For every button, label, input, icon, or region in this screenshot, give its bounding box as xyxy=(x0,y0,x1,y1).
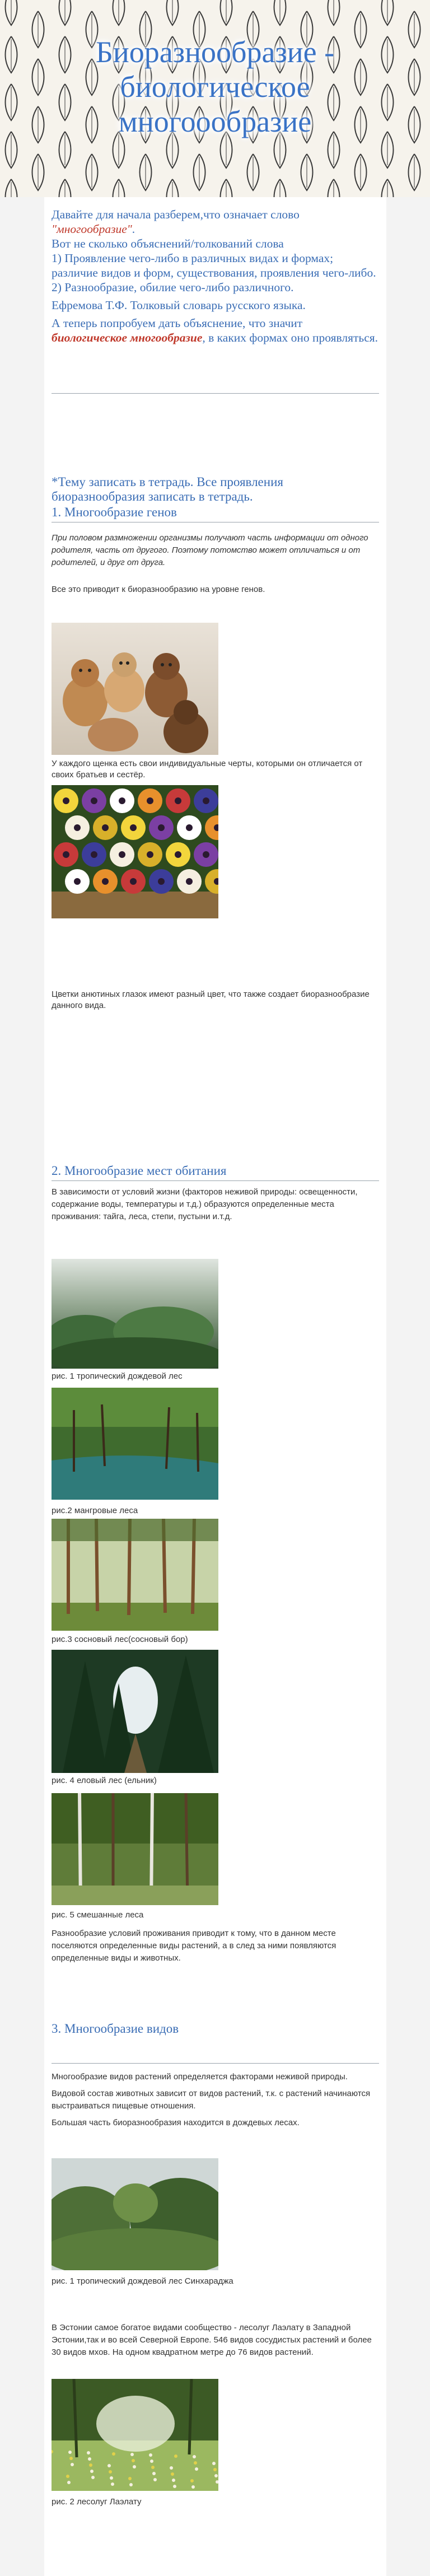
meadow-flower xyxy=(150,2460,153,2463)
meadow-flower xyxy=(91,2476,95,2479)
pansy-center xyxy=(203,797,209,804)
term-biodiversity: биологическое многообразие xyxy=(52,331,203,344)
meadow-flower xyxy=(69,2457,73,2460)
habitats-text: В зависимости от условий жизни (факторов неживой природы: освещенности, содержание воды, температуры и т.д.) образуются определенные места проживания: тайга, леса, степи, пустыни и.т.д. xyxy=(52,1187,358,1221)
pansy-center xyxy=(147,797,153,804)
meadow-flower xyxy=(129,2483,133,2486)
meadow-flower xyxy=(195,2467,198,2471)
meadow-flower xyxy=(214,2474,218,2477)
meadow-flower xyxy=(108,2464,111,2467)
explain-paragraph: А теперь попробуем дать объяснение, что значит биологическое многообразие, в каких формах оно проявляться. xyxy=(52,316,378,344)
puppies-caption: У каждого щенка есть свои индивидуальные черты, которыми он отличается от своих братьев и сестёр. xyxy=(52,759,363,780)
species-caption-1: рис. 1 тропический дождевой лес Синхараджа xyxy=(52,2276,233,2286)
header-banner xyxy=(0,0,430,197)
pansy-center xyxy=(119,797,125,804)
meadow-flower xyxy=(149,2453,152,2457)
pansy-center xyxy=(175,851,181,858)
species-text xyxy=(52,2071,379,2129)
pansy-center xyxy=(147,851,153,858)
meadow-flower xyxy=(212,2462,216,2465)
meadow-flower xyxy=(67,2481,71,2484)
habitat-caption-1: рис. 1 тропический дождевой лес xyxy=(52,1371,183,1381)
pansies-photo xyxy=(52,785,218,918)
section-genes-title: 1. Многообразие генов xyxy=(52,505,177,519)
pansy-center xyxy=(130,878,137,885)
meadow-flower xyxy=(194,2461,197,2465)
section-habitats-title: 2. Многообразие мест обитания xyxy=(52,1164,227,1178)
species-caption-2: рис. 2 лесолуг Лаэлату xyxy=(52,2497,142,2507)
pansy-center xyxy=(186,878,193,885)
pansy-center xyxy=(63,797,69,804)
genes-result-text: Все это приводит к биоразнообразию на уровне генов. xyxy=(52,585,265,594)
meadow-flower xyxy=(173,2485,176,2488)
meadow-flower xyxy=(130,2453,134,2456)
meadow-flower xyxy=(66,2475,69,2478)
pansy-center xyxy=(130,824,137,831)
mixed-forest-photo xyxy=(52,1793,218,1905)
title-line: многоообразие xyxy=(118,105,312,138)
pansy-center xyxy=(119,851,125,858)
meadow-flower xyxy=(71,2463,74,2466)
meadow-flower xyxy=(87,2451,90,2454)
title-line: Биоразнообразие - xyxy=(95,35,335,69)
meadow-flower xyxy=(172,2479,175,2482)
species-p3: Большая часть биоразнообразия находится в дождевых лесах. xyxy=(52,2118,300,2127)
title-line: биологическое xyxy=(120,70,310,104)
pansy-center xyxy=(158,878,165,885)
meadow-flower xyxy=(133,2465,136,2468)
meadow-flower xyxy=(111,2482,114,2486)
intro-line-1: Давайте для начала разберем,что означает слово "многообразие". xyxy=(52,208,300,236)
pansy-center xyxy=(203,851,209,858)
pansy-center xyxy=(63,851,69,858)
mangrove-photo xyxy=(52,1388,218,1500)
divider xyxy=(52,1180,379,1181)
pine-forest-photo xyxy=(52,1519,218,1631)
meadow-flower xyxy=(132,2459,135,2462)
pansy-center xyxy=(158,824,165,831)
pansy-center xyxy=(91,851,97,858)
spruce-forest-photo xyxy=(52,1650,218,1773)
meadow-flower xyxy=(88,2457,91,2461)
species-p4: В Эстонии самое богатое видами сообщество - лесолуг Лаэлату в Западной Эстонии,так и во всей Северной Европе. 546 видов сосудистых растений и более 30 видов мхов. На одном квадратном метре до 76 видов растений. xyxy=(52,2323,372,2357)
meadow-flower xyxy=(89,2463,92,2467)
intro-line-2: Вот не сколько объяснений/толкований слова xyxy=(52,237,284,250)
habitat-caption-2: рис.2 мангровые леса xyxy=(52,1506,138,1515)
highlighted-word: "многообразие" xyxy=(52,222,132,236)
dictionary-source: Ефремова Т.Ф. Толковый словарь русского языка. xyxy=(52,298,306,312)
meadow-flower xyxy=(174,2454,177,2458)
genes-italic-text: При половом размножении организмы получают часть информации от одного родителя, часть от другого. Поэтому потомство может отличаться и от родителей, и друг от друга. xyxy=(52,533,368,567)
meadow-flower xyxy=(153,2478,157,2481)
divider xyxy=(52,2063,379,2064)
meadow-flower xyxy=(152,2472,156,2475)
habitats-summary: Разнообразие условий проживания приводит к тому, что в данном месте поселяются определенные виды растений, а в след за ними появляются определенные виды и животных. xyxy=(52,1929,336,1963)
puppies-photo xyxy=(52,623,218,755)
meadow-flower xyxy=(213,2468,217,2471)
meadow-flower xyxy=(170,2466,173,2470)
pansy-center xyxy=(74,878,81,885)
meadow-flower xyxy=(109,2470,112,2474)
meadow-flower xyxy=(171,2472,174,2476)
habitat-caption-5: рис. 5 смешанные леса xyxy=(52,1910,144,1920)
meadow-flower xyxy=(191,2485,195,2489)
pansy-center xyxy=(91,797,97,804)
content-card xyxy=(44,197,386,2576)
meadow-flower xyxy=(190,2479,194,2482)
species-p1: Многообразие видов растений определяется факторами неживой природы. xyxy=(52,2072,348,2082)
pansies-caption: Цветки анютиных глазок имеют разный цвет, что также создает биоразнообразие данного вида. xyxy=(52,990,370,1010)
meadow-flower xyxy=(90,2470,94,2473)
pansy-center xyxy=(186,824,193,831)
pansy-center xyxy=(74,824,81,831)
habitat-caption-3: рис.3 сосновый лес(сосновый бор) xyxy=(52,1635,188,1644)
page-title xyxy=(0,35,430,139)
pansy-center xyxy=(102,878,109,885)
meadow-flower xyxy=(193,2455,196,2458)
task-note: *Тему записать в тетрадь. Все проявления биоразнообразия записать в тетрадь. xyxy=(52,475,283,503)
definition-1: 1) Проявление чего-либо в различных видах и формах; различие видов и форм, существования, проявления чего-либо. xyxy=(52,251,376,279)
laelatu-meadow-photo xyxy=(52,2379,218,2491)
rainforest-photo xyxy=(52,1259,218,1369)
meadow-flower xyxy=(112,2452,115,2456)
pansy-center xyxy=(102,824,109,831)
definition-2: 2) Разнообразие, обилие чего-либо различного. xyxy=(52,281,294,294)
meadow-flower xyxy=(151,2466,155,2469)
intro-block xyxy=(52,207,379,345)
meadow-flower xyxy=(110,2476,113,2480)
habitat-caption-4: рис. 4 еловый лес (ельник) xyxy=(52,1776,157,1785)
pansy-center xyxy=(175,797,181,804)
divider xyxy=(52,393,379,394)
meadow-flower xyxy=(68,2451,72,2454)
species-p2: Видовой состав животных зависит от видов растений, т.к. с растений начинаются выстраиваться пищевые отношения. xyxy=(52,2089,371,2111)
section-species-title: 3. Многообразие видов xyxy=(52,2022,179,2036)
meadow-flower xyxy=(128,2477,132,2480)
sinharaja-forest-photo xyxy=(52,2158,218,2270)
